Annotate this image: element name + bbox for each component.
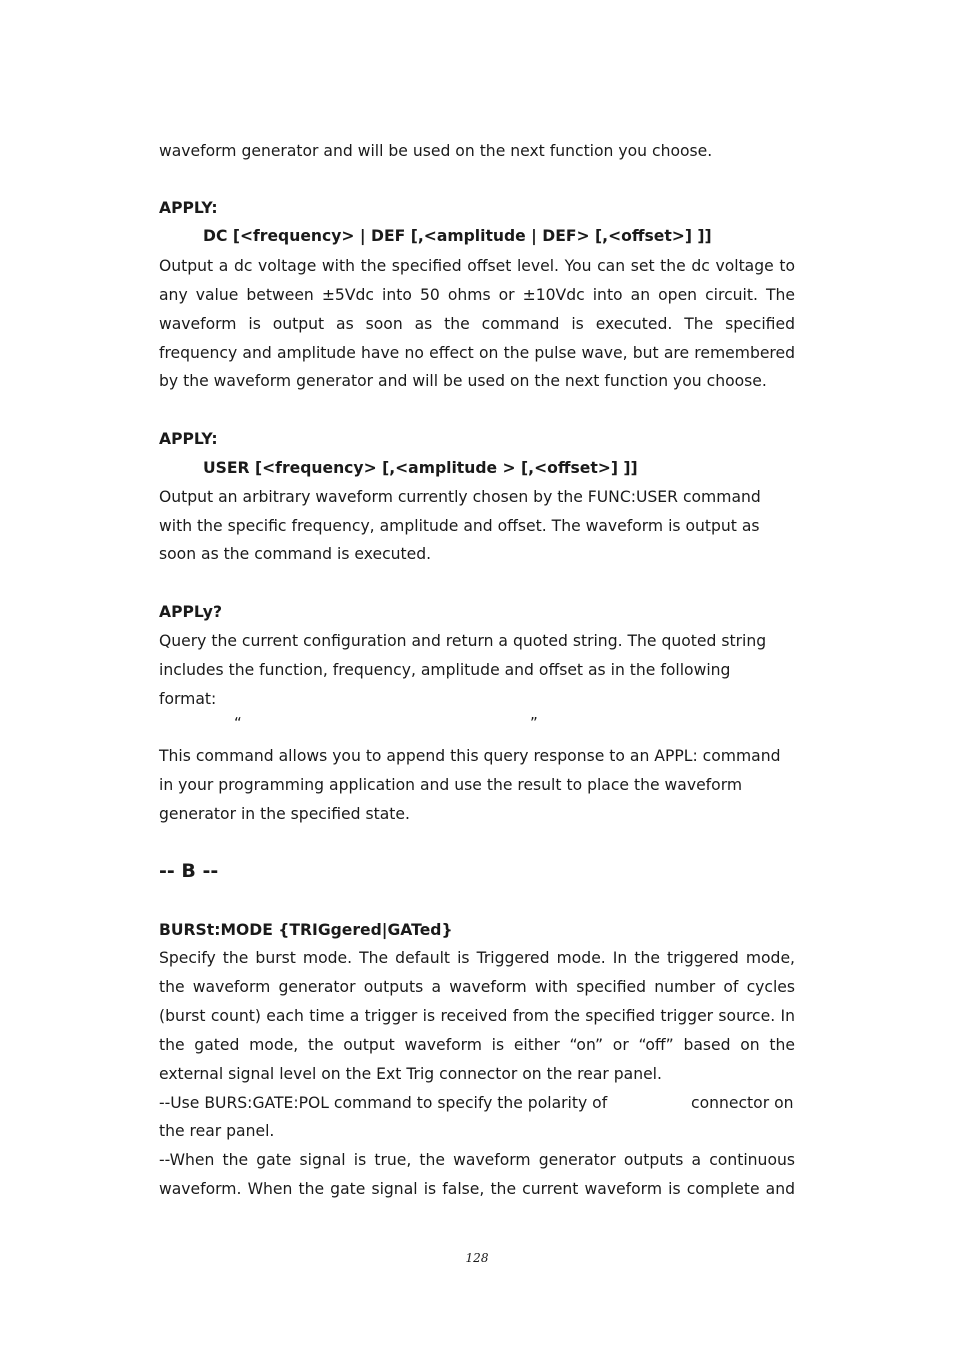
apply-user-syntax: USER [<frequency> [,<amplitude > [,<offset>] ]] xyxy=(203,459,638,477)
gate-signal-line: waveform. When the gate signal is false, the current waveform is complete and xyxy=(159,1180,795,1198)
burst-mode-line: external signal level on the Ext Trig connector on the rear panel. xyxy=(159,1065,662,1083)
apply-user-heading: APPLY: xyxy=(159,430,218,448)
apply-dc-line: any value between ±5Vdc into 50 ohms or ±10Vdc into an open circuit. The xyxy=(159,286,795,304)
apply-query-line: format: xyxy=(159,690,217,708)
intro-line: waveform generator and will be used on the next function you choose. xyxy=(159,142,713,160)
page-number: 128 xyxy=(465,1251,489,1265)
apply-dc-line: Output a dc voltage with the specified offset level. You can set the dc voltage to xyxy=(159,257,795,275)
burst-mode-line: the gated mode, the output waveform is either “on” or “off” based on the xyxy=(159,1036,795,1054)
apply-dc-syntax: DC [<frequency> | DEF [,<amplitude | DEF> [,<offset>] ]] xyxy=(203,227,712,245)
gate-polarity-line: the rear panel. xyxy=(159,1122,275,1140)
apply-query-line: This command allows you to append this query response to an APPL: command xyxy=(159,747,781,765)
burst-mode-heading: BURSt:MODE {TRIGgered|GATed} xyxy=(159,921,453,939)
apply-query-line: generator in the specified state. xyxy=(159,805,410,823)
burst-mode-line: the waveform generator outputs a waveform with specified number of cycles xyxy=(159,978,795,996)
close-quote-mark: ” xyxy=(530,714,538,732)
open-quote-mark: “ xyxy=(234,714,242,732)
apply-query-line: in your programming application and use the result to place the waveform xyxy=(159,776,743,794)
apply-dc-line: frequency and amplitude have no effect on the pulse wave, but are remembered xyxy=(159,344,795,362)
burst-mode-line: (burst count) each time a trigger is received from the specified trigger source. In xyxy=(159,1007,795,1025)
apply-dc-line: by the waveform generator and will be used on the next function you choose. xyxy=(159,372,767,390)
apply-dc-heading: APPLY: xyxy=(159,199,218,217)
apply-user-line: Output an arbitrary waveform currently chosen by the FUNC:USER command xyxy=(159,488,761,506)
apply-dc-line: waveform is output as soon as the command is executed. The specified xyxy=(159,315,795,333)
apply-query-line: includes the function, frequency, amplitude and offset as in the following xyxy=(159,661,731,679)
section-b-heading: -- B -- xyxy=(159,860,219,882)
apply-user-line: soon as the command is executed. xyxy=(159,545,432,563)
gate-polarity-line-right: connector on xyxy=(691,1094,794,1112)
apply-query-heading: APPLy? xyxy=(159,603,223,621)
apply-user-line: with the specific frequency, amplitude and offset. The waveform is output as xyxy=(159,517,760,535)
gate-polarity-line-left: --Use BURS:GATE:POL command to specify the polarity of xyxy=(159,1094,608,1112)
burst-mode-line: Specify the burst mode. The default is Triggered mode. In the triggered mode, xyxy=(159,949,795,967)
apply-query-line: Query the current configuration and return a quoted string. The quoted string xyxy=(159,632,767,650)
gate-signal-line: --When the gate signal is true, the waveform generator outputs a continuous xyxy=(159,1151,795,1169)
